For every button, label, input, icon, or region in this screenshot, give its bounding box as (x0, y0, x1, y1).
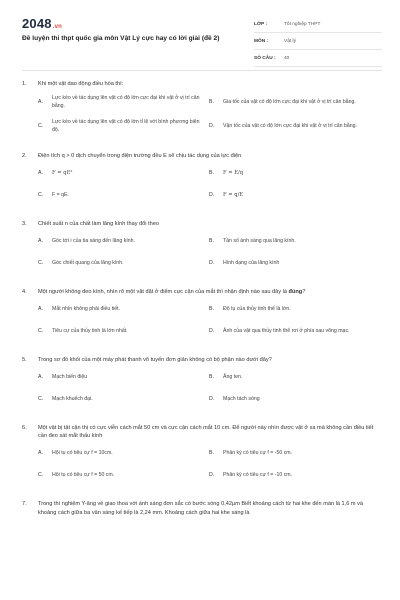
option-text: F = E/q (223, 170, 244, 176)
question-4 (22, 288, 380, 346)
question-text (38, 288, 305, 296)
option-c[interactable] (38, 118, 209, 134)
meta-value: 40 (284, 55, 290, 61)
option-text: Ảnh của vật qua thủy tinh thể rơi ở phía sau võng mạc. (223, 328, 350, 334)
option-c[interactable] (38, 392, 209, 406)
option-letter: D. (209, 260, 215, 266)
question-stem (22, 424, 380, 440)
question-3 (22, 220, 380, 278)
option-b[interactable] (209, 94, 380, 110)
option-a[interactable] (38, 94, 209, 110)
option-letter: D. (209, 123, 215, 129)
logo-suffix: .vn (52, 24, 63, 30)
question-number: 1. (22, 81, 27, 87)
option-letter: A. (38, 450, 43, 456)
option-c[interactable] (38, 468, 209, 482)
question-stem (22, 356, 380, 364)
meta-key: LỚP : (254, 21, 268, 27)
document-title: Đề luyện thi thpt quốc gia môn Vật Lý cực hay có lời giải (đề 2) (22, 35, 220, 42)
question-7 (22, 500, 380, 517)
option-text: Ăng ten. (223, 374, 243, 380)
header-divider (22, 70, 382, 71)
option-letter: A. (38, 306, 43, 312)
option-letter: A. (38, 374, 43, 380)
page-header (22, 12, 382, 68)
option-c[interactable] (38, 188, 209, 202)
question-number: 3. (22, 221, 27, 227)
option-letter: C. (38, 192, 44, 198)
option-letter: B. (209, 238, 214, 244)
option-letter: C. (38, 123, 44, 129)
option-text: Vận tốc của vật có độ lớn cực đại khi vật ở vị trí cân bằng. (223, 123, 357, 129)
answer-options (38, 370, 380, 414)
logo-main: 2048 (22, 16, 52, 31)
option-a[interactable] (38, 166, 209, 180)
question-5 (22, 356, 380, 414)
question-1 (22, 80, 380, 142)
option-letter: D. (209, 328, 215, 334)
meta-count (254, 50, 382, 67)
option-b[interactable] (209, 302, 380, 316)
question-text: Khi một vật dao động điều hòa thì: (38, 81, 124, 87)
option-a[interactable] (38, 234, 209, 248)
question-stem (22, 288, 380, 296)
answer-options (38, 302, 380, 346)
option-text: F = qE. (52, 192, 69, 198)
question-text: Một vật bị tật cận thị có cực viễn cách mắt 50 cm và cực cận cách mắt 10 cm. Để người này nhìn được vật ở xa mà không cần điều tiết cần đeo sát mắt thấu kính (38, 425, 374, 439)
option-letter: A. (38, 170, 43, 176)
option-d[interactable] (209, 256, 380, 270)
question-text: Trong sơ đồ khối của một máy phát thanh vô tuyến đơn giản không có bộ phận nào dưới đây? (38, 357, 272, 363)
question-6 (22, 424, 380, 490)
option-text: Mạch khuếch đại. (52, 396, 93, 402)
option-b[interactable] (209, 234, 380, 248)
question-number: 7. (22, 501, 27, 507)
question-stem (22, 220, 380, 228)
question-number: 2. (22, 153, 27, 159)
option-a[interactable] (38, 446, 209, 460)
option-b[interactable] (209, 166, 380, 180)
option-text: Mạch biến điệu (52, 374, 88, 380)
option-letter: B. (209, 450, 214, 456)
option-d[interactable] (209, 188, 380, 202)
option-letter: D. (209, 396, 215, 402)
option-letter: C. (38, 328, 44, 334)
meta-key: MÔN : (254, 38, 269, 44)
option-text: Lực kéo về tác dụng lên vật có độ lớn cực đại khi vật ở vị trí cân bằng. (52, 95, 200, 109)
option-letter: A. (38, 238, 43, 244)
option-text: Mạch tách sóng (223, 396, 260, 402)
meta-value: Vật lý (284, 38, 296, 44)
option-text: Góc chiết quang của lăng kính. (52, 260, 124, 266)
question-stem (22, 152, 380, 160)
option-a[interactable] (38, 370, 209, 384)
question-2 (22, 152, 380, 210)
question-number: 4. (22, 289, 27, 295)
option-letter: B. (209, 374, 214, 380)
option-letter: A. (38, 99, 43, 105)
site-logo[interactable] (22, 16, 62, 31)
meta-key: SỐ CÂU : (254, 55, 276, 61)
option-text: F = qE² (52, 170, 73, 176)
option-text: Phân kỳ có tiêu cự f = -50 cm. (223, 450, 293, 456)
answer-options (38, 94, 380, 142)
question-number: 6. (22, 425, 27, 431)
option-letter: C. (38, 472, 44, 478)
question-list (22, 80, 380, 527)
meta-value: Tốt nghiệp THPT (284, 21, 321, 27)
option-letter: D. (209, 472, 215, 478)
question-text-part: ? (302, 289, 306, 295)
question-text: Trong thí nghiệm Y-âng về giao thoa với ánh sáng đơn sắc có bước sóng 0,42μm Biết khoảng cách từ hai khe đến màn là 1,6 m và khoảng cách giữa ba vân sáng kế tiếp là 2,24 mm. Khoảng cách giữa hai khe sáng là (38, 501, 364, 516)
option-text: Tần số ánh sáng qua lăng kính. (223, 238, 296, 244)
meta-class (254, 16, 382, 33)
answer-options (38, 166, 380, 210)
option-d[interactable] (209, 392, 380, 406)
option-c[interactable] (38, 256, 209, 270)
option-letter: C. (38, 396, 44, 402)
answer-options (38, 446, 380, 490)
answer-options (38, 234, 380, 278)
question-text-part: Một người không đeo kính, nhìn rõ một vật đặt ở điểm cực cận của mắt thì nhận định nào sau đây là (38, 289, 289, 295)
option-text: Độ tụ của thủy tinh thể là lớn. (223, 306, 291, 312)
option-text: Hội tụ có tiêu cự f = 10cm. (52, 450, 113, 456)
option-text: Hình dạng của lăng kính (223, 260, 280, 266)
option-text: F = q/E (223, 192, 244, 198)
question-number: 5. (22, 357, 27, 363)
option-c[interactable] (38, 324, 209, 338)
question-text: Chiết suất n của chất làm lăng kính thay đổi theo (38, 221, 159, 227)
option-text: Gia tốc của vật có độ lớn cực đại khi vật ở vị trí cân bằng. (223, 99, 356, 105)
question-emphasis: đúng (288, 289, 303, 295)
option-text: Tiêu cự của thủy tinh là lớn nhất. (52, 328, 128, 334)
option-d[interactable] (209, 118, 380, 134)
option-text: Mắt nhìn không phải điều tiết. (52, 306, 121, 312)
document-meta (254, 16, 382, 67)
option-letter: C. (38, 260, 44, 266)
meta-subject (254, 33, 382, 50)
option-b[interactable] (209, 370, 380, 384)
option-d[interactable] (209, 324, 380, 338)
option-letter: D. (209, 192, 215, 198)
option-letter: B. (209, 170, 214, 176)
option-d[interactable] (209, 468, 380, 482)
option-letter: B. (209, 306, 214, 312)
question-stem (22, 500, 380, 517)
question-stem (22, 80, 380, 88)
option-text: Phân kỳ có tiêu cự f = -10 cm. (223, 472, 293, 478)
option-b[interactable] (209, 446, 380, 460)
option-text: Góc tới i của tia sáng đến lăng kính. (52, 238, 135, 244)
option-text: Lực kéo về tác dụng lên vật có độ lớn tỉ lệ với bình phương biên độ. (52, 119, 200, 133)
option-text: Hội tụ có tiêu cự f = 50 cm. (52, 472, 115, 478)
question-text: Điện tích q > 0 dịch chuyển trong điện trường đều E sẽ chịu tác dụng của lực điện (38, 153, 242, 159)
option-letter: B. (209, 99, 214, 105)
option-a[interactable] (38, 302, 209, 316)
